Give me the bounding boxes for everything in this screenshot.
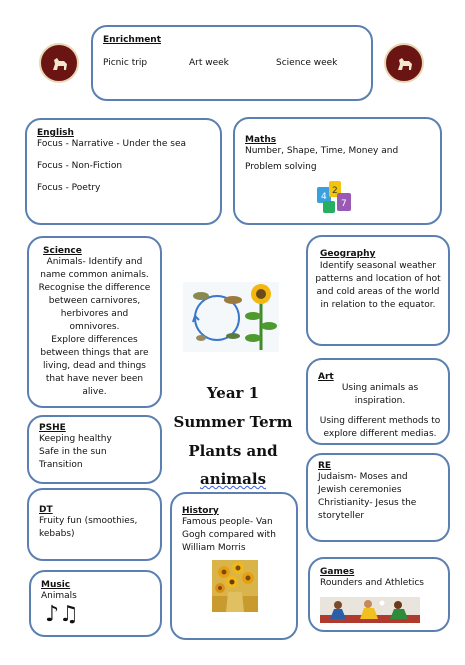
dt-line: kebabs) — [39, 529, 75, 539]
art-box — [306, 358, 450, 445]
horse-icon — [395, 56, 415, 72]
enrichment-box — [91, 25, 373, 101]
pshe-line: Transition — [39, 460, 83, 470]
sports-image — [320, 597, 420, 623]
svg-text:7: 7 — [341, 199, 347, 209]
games-box — [308, 557, 450, 632]
maths-line: Problem solving — [245, 162, 317, 172]
maths-box — [233, 117, 442, 225]
re-line: storyteller — [318, 511, 365, 521]
art-line: explore different medias. — [323, 429, 437, 439]
dt-title: DT — [39, 505, 53, 515]
history-line: William Morris — [182, 543, 246, 553]
music-line: Animals — [41, 591, 77, 601]
history-title: History — [182, 506, 219, 516]
maths-title: Maths — [245, 135, 277, 145]
music-title: Music — [41, 580, 71, 590]
enrichment-item: Art week — [189, 58, 229, 68]
english-line: Focus - Poetry — [37, 183, 101, 193]
maths-numbers-icon — [315, 177, 355, 217]
geography-title: Geography — [320, 249, 376, 259]
maths-line: Number, Shape, Time, Money and — [245, 146, 399, 156]
geography-box — [306, 235, 450, 346]
title-topic: Plants and — [188, 442, 278, 460]
dt-line: Fruity fun (smoothies, — [39, 516, 138, 526]
title-topic-2: animals — [199, 470, 267, 488]
science-line: between carnivores, — [48, 296, 141, 306]
science-line: name common animals. — [40, 270, 149, 280]
english-title: English — [37, 128, 74, 138]
horse-icon — [50, 56, 70, 72]
enrichment-title: Enrichment — [103, 35, 162, 45]
re-box — [306, 453, 450, 542]
science-line: that have never been — [45, 374, 144, 384]
re-title: RE — [318, 461, 332, 471]
games-line: Rounders and Athletics — [320, 578, 424, 588]
lifecycle-sunflower-image — [183, 282, 279, 352]
svg-text:2: 2 — [332, 186, 338, 196]
science-line: alive. — [82, 387, 107, 397]
enrichment-item: Picnic trip — [103, 58, 148, 68]
geography-line: and cold areas of the world — [316, 287, 440, 297]
school-logo-left — [39, 43, 79, 83]
title-term: Summer Term — [173, 413, 293, 431]
history-line: Gogh compared with — [182, 530, 276, 540]
pshe-line: Safe in the sun — [39, 447, 107, 457]
geography-line: patterns and location of hot — [315, 274, 441, 284]
english-box — [25, 118, 222, 225]
music-notes-icon: ♪♫ — [45, 602, 79, 627]
art-line: Using animals as inspiration. — [341, 383, 419, 406]
history-line: Famous people- Van — [182, 517, 273, 527]
history-box — [170, 492, 298, 640]
sunflowers-painting-image — [212, 560, 258, 612]
title-year: Year 1 — [206, 384, 260, 402]
science-line: Animals- Identify and — [46, 257, 143, 267]
science-line: Explore differences — [51, 335, 138, 345]
geography-line: in relation to the equator. — [320, 300, 436, 310]
school-logo-right — [384, 43, 424, 83]
svg-text:4: 4 — [321, 192, 327, 202]
english-line: Focus - Non-Fiction — [37, 161, 123, 171]
enrichment-item: Science week — [276, 58, 338, 68]
dt-box — [27, 488, 162, 561]
pshe-line: Keeping healthy — [39, 434, 112, 444]
games-title: Games — [320, 567, 355, 577]
music-box — [29, 570, 162, 637]
science-title: Science — [43, 246, 82, 256]
science-box — [27, 236, 162, 408]
pshe-title: PSHE — [39, 423, 66, 433]
geography-line: Identify seasonal weather — [319, 261, 437, 271]
science-line: living, dead and things — [43, 361, 146, 371]
science-line: between things that are — [40, 348, 149, 358]
english-line: Focus - Narrative - Under the sea — [37, 139, 187, 149]
pshe-box — [27, 415, 162, 484]
science-line: herbivores and omnivores. — [60, 309, 129, 332]
re-line: Jewish ceremonies — [318, 485, 402, 495]
science-line: Recognise the difference — [38, 283, 151, 293]
re-line: Judaism- Moses and — [318, 472, 408, 482]
re-line: Christianity- Jesus the — [318, 498, 417, 508]
art-line: Using different methods to — [319, 416, 441, 426]
art-title: Art — [318, 372, 334, 382]
